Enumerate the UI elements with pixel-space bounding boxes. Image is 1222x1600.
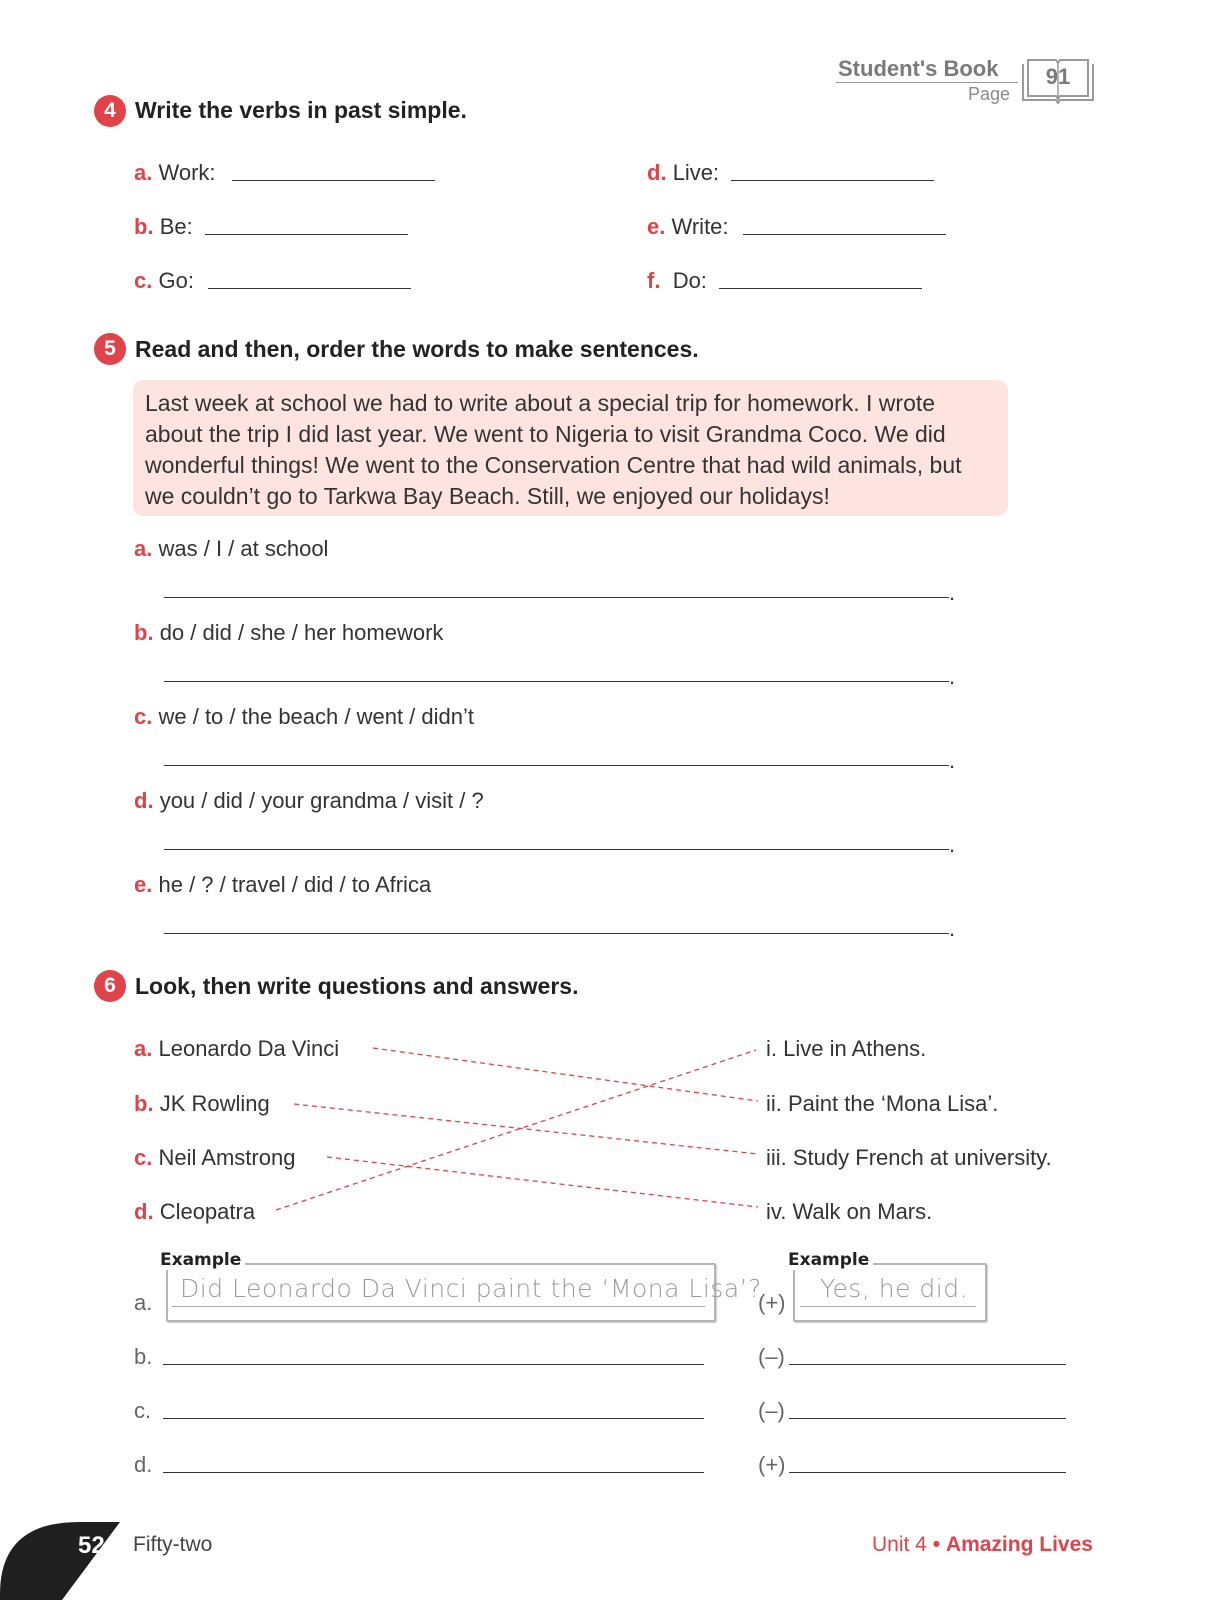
question-line-b[interactable] bbox=[163, 1364, 704, 1365]
question-line-c[interactable] bbox=[163, 1418, 704, 1419]
item-letter: e. bbox=[134, 872, 153, 897]
page-number-words: Fifty-two bbox=[133, 1533, 213, 1556]
passage-line: about the trip I did last year. We went to Nigeria to visit Grandma Coco. We did bbox=[145, 421, 946, 447]
exercise-4-badge: 4 bbox=[94, 95, 126, 127]
answer-line-b[interactable] bbox=[789, 1364, 1066, 1365]
row-sign-d: (+) bbox=[758, 1452, 786, 1477]
row-letter-c: c. bbox=[134, 1398, 152, 1423]
person-name: JK Rowling bbox=[159, 1091, 270, 1116]
row-letter-a: a. bbox=[134, 1290, 153, 1315]
passage-line: wonderful things! We went to the Conservation Centre that had wild animals, but bbox=[145, 452, 962, 478]
word-prompt: he / ? / travel / did / to Africa bbox=[158, 872, 432, 897]
item-letter: b. bbox=[134, 1091, 154, 1116]
item-letter: c. bbox=[134, 704, 153, 729]
unit-number: Unit 4 bbox=[872, 1533, 927, 1556]
match-line-b-iii bbox=[294, 1104, 758, 1154]
word-prompt: was / I / at school bbox=[158, 536, 329, 561]
item-verb: Be: bbox=[159, 214, 193, 239]
action-iv: iv. Walk on Mars. bbox=[766, 1199, 933, 1224]
item-verb: Live: bbox=[672, 160, 720, 185]
exercise-5-title: Read and then, order the words to make sentences. bbox=[135, 336, 699, 362]
item-verb: Write: bbox=[671, 214, 729, 239]
item-verb: Work: bbox=[158, 160, 216, 185]
item-letter: c. bbox=[134, 1145, 153, 1170]
exercise-5-badge: 5 bbox=[94, 333, 126, 365]
item-letter: a. bbox=[134, 160, 153, 185]
example-question: Did Leonardo Da Vinci paint the ‘Mona Lisa’? bbox=[180, 1274, 762, 1303]
word-prompt: you / did / your grandma / visit / ? bbox=[159, 788, 484, 813]
exercise-6-badge: 6 bbox=[94, 970, 126, 1002]
word-prompt: do / did / she / her homework bbox=[159, 620, 444, 645]
item-letter: a. bbox=[134, 1036, 153, 1061]
person-name: Leonardo Da Vinci bbox=[158, 1036, 340, 1061]
line-end-period: . bbox=[949, 664, 956, 689]
word-prompt: we / to / the beach / went / didn’t bbox=[158, 704, 475, 729]
line-end-period: . bbox=[949, 916, 956, 941]
person-name: Neil Amstrong bbox=[158, 1145, 296, 1170]
row-sign-c: (–) bbox=[758, 1398, 785, 1423]
item-letter: e. bbox=[647, 214, 666, 239]
line-end-period: . bbox=[949, 580, 956, 605]
action-ii: ii. Paint the ‘Mona Lisa’. bbox=[766, 1091, 999, 1116]
item-letter: d. bbox=[134, 788, 154, 813]
question-line-d[interactable] bbox=[163, 1472, 704, 1473]
page-corner-tab bbox=[0, 1510, 140, 1600]
item-letter: b. bbox=[134, 620, 154, 645]
passage-line: we couldn’t go to Tarkwa Bay Beach. Still, we enjoyed our holidays! bbox=[145, 483, 830, 509]
example-answer: Yes, he did. bbox=[820, 1274, 969, 1303]
exercise-6-title: Look, then write questions and answers. bbox=[135, 973, 579, 999]
unit-bullet: • bbox=[932, 1533, 941, 1556]
row-sign-a: (+) bbox=[758, 1290, 786, 1315]
row-letter-b: b. bbox=[134, 1344, 153, 1369]
example-label: Example bbox=[788, 1250, 873, 1270]
action-iii: iii. Study French at university. bbox=[766, 1145, 1052, 1170]
page-label: Page bbox=[968, 84, 1011, 104]
passage-line: Last week at school we had to write about a special trip for homework. I wrote bbox=[145, 390, 936, 416]
item-verb: Do: bbox=[672, 268, 707, 293]
example-label: Example bbox=[160, 1250, 245, 1270]
item-letter: f. bbox=[647, 268, 661, 293]
answer-line-d[interactable] bbox=[789, 1472, 1066, 1473]
item-letter: a. bbox=[134, 536, 153, 561]
unit-title: Amazing Lives bbox=[945, 1533, 1093, 1556]
item-letter: d. bbox=[134, 1199, 154, 1224]
row-sign-b: (–) bbox=[758, 1344, 785, 1369]
answer-line-c[interactable] bbox=[789, 1418, 1066, 1419]
row-letter-d: d. bbox=[134, 1452, 153, 1477]
unit-footer bbox=[872, 1533, 1093, 1557]
item-letter: c. bbox=[134, 268, 153, 293]
item-letter: b. bbox=[134, 214, 154, 239]
book-label: Student's Book bbox=[838, 56, 999, 81]
line-end-period: . bbox=[949, 748, 956, 773]
item-verb: Go: bbox=[158, 268, 194, 293]
exercise-4-title: Write the verbs in past simple. bbox=[135, 97, 467, 123]
match-line-c-iv bbox=[327, 1157, 758, 1207]
person-name: Cleopatra bbox=[159, 1199, 256, 1224]
match-line-d-i bbox=[276, 1050, 756, 1210]
page-ref-number: 91 bbox=[1045, 64, 1071, 89]
line-end-period: . bbox=[949, 832, 956, 857]
item-letter: d. bbox=[647, 160, 667, 185]
action-i: i. Live in Athens. bbox=[766, 1036, 927, 1061]
match-line-a-ii bbox=[373, 1048, 758, 1101]
page-number: 52 bbox=[78, 1532, 105, 1559]
